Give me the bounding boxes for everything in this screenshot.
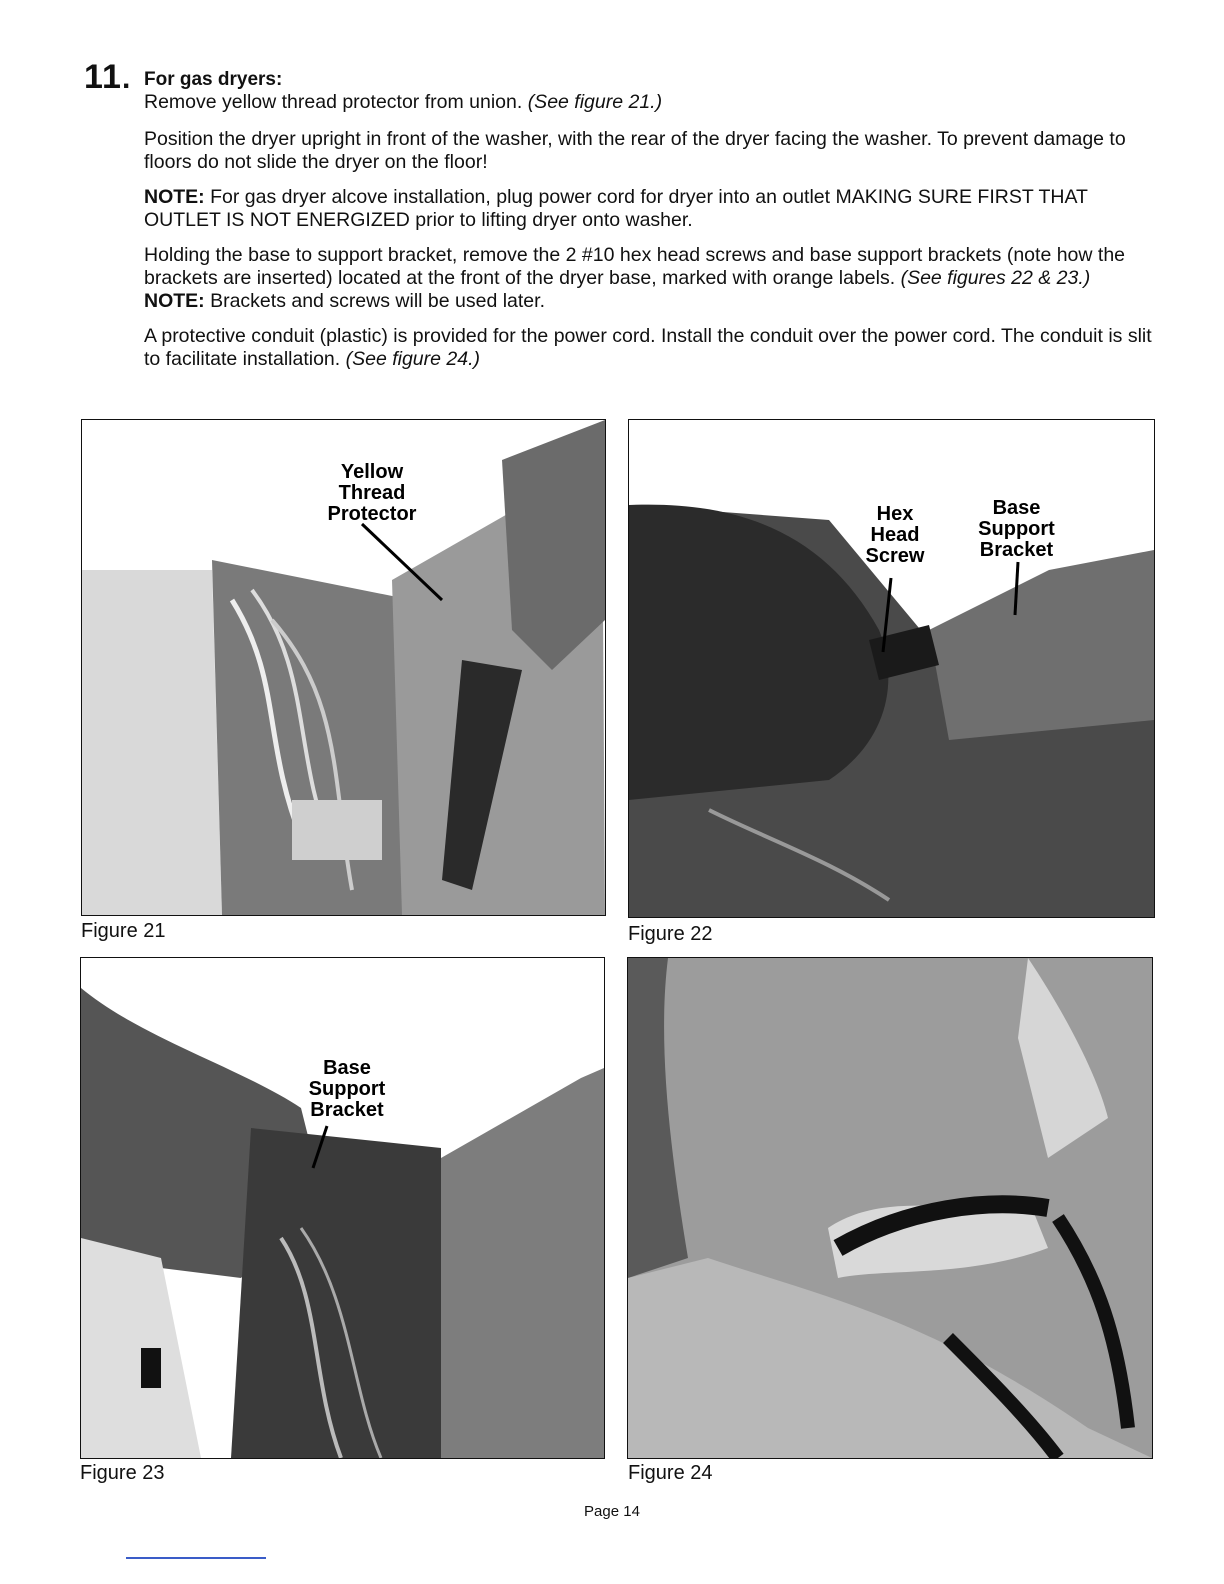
figure-reference: (See figures 22 & 23.) [900, 267, 1091, 289]
footer-divider [126, 1557, 266, 1559]
figure-reference: (See figure 24.) [345, 348, 481, 370]
figure-22-illustration [629, 420, 1154, 917]
figure-23-photo [80, 957, 605, 1459]
figure-21-photo [81, 419, 606, 916]
figure-reference: (See figure 21.) [527, 91, 663, 113]
figure-22-caption: Figure 22 [628, 923, 713, 945]
figure-21-caption: Figure 21 [81, 920, 166, 942]
page-number: Page 14 [584, 1503, 640, 1520]
callout-base-support-bracket: Base Support Bracket [308, 1057, 386, 1121]
figure-23-illustration [81, 958, 604, 1458]
note-label: NOTE: [144, 186, 205, 208]
figure-24-illustration [628, 958, 1152, 1458]
step-note: NOTE: For gas dryer alcove installation, plug power cord for dryer into an outlet MAKING SURE FIRST THAT OUTLET IS NOT ENERGIZED prior to lifting dryer onto washer. [144, 186, 1088, 231]
step-paragraph-2: Position the dryer upright in front of the washer, with the rear of the dryer facing the washer. To prevent damage to floors do not slide the dryer on the floor! [144, 128, 1126, 173]
note-label: NOTE: [144, 290, 205, 312]
figure-24-caption: Figure 24 [628, 1462, 713, 1484]
step-heading: For gas dryers: [144, 69, 283, 90]
step-content [144, 68, 1154, 383]
step-paragraph-4: Holding the base to support bracket, remove the 2 #10 hex head screws and base support brackets (note how the brackets are inserted) located at the front of the dryer base, marked with orange labels. (See figures 22 & 23.) NOTE: Brackets and screws will be used later. [144, 244, 1126, 312]
figure-23-caption: Figure 23 [80, 1462, 165, 1484]
figure-22-photo [628, 419, 1155, 918]
step-number: 11. [84, 58, 132, 96]
callout-hex-head-screw: Hex Head Screw [865, 503, 925, 567]
callout-yellow-thread-protector: Yellow Thread Protector [327, 461, 417, 525]
figure-24-photo [627, 957, 1153, 1459]
callout-base-support-bracket: Base Support Bracket [978, 497, 1055, 561]
step-paragraph-5: A protective conduit (plastic) is provided for the power cord. Install the conduit over the power cord. The conduit is slit to facilitate installation. (See figure 24.) [144, 325, 1152, 370]
step-paragraph-1: Remove yellow thread protector from union. (See figure 21.) [144, 91, 663, 113]
